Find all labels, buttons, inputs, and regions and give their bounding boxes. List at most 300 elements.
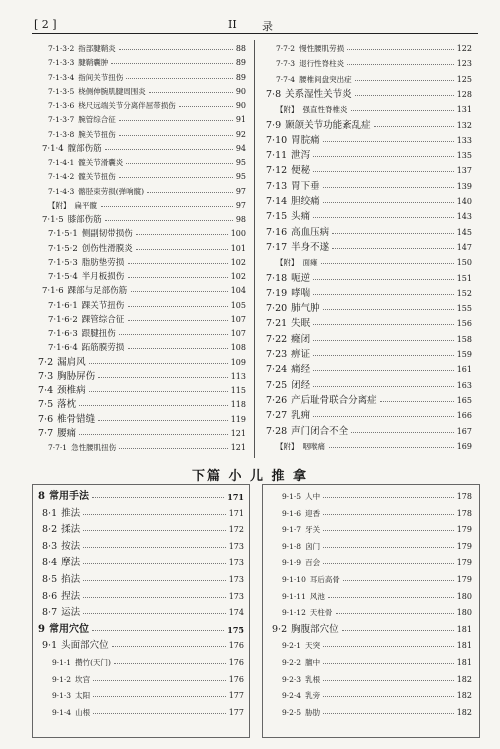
toc-entry-title: 便秘 [291, 165, 311, 177]
toc-entry[interactable] [48, 170, 246, 184]
toc-entry[interactable] [282, 540, 472, 554]
toc-leader-dots [128, 263, 228, 264]
toc-entry-title: 太阳 [75, 691, 91, 701]
toc-entry-number: 9·1 [42, 640, 58, 652]
toc-leader-dots [126, 78, 233, 79]
toc-entry-number: 7·1·4·2 [48, 172, 75, 182]
toc-entry[interactable] [266, 226, 472, 240]
toc-entry-title: 胃脘痛 [291, 134, 320, 146]
toc-entry[interactable] [42, 213, 246, 227]
toc-entry-number: 9·1·12 [282, 608, 306, 618]
toc-entry-number: 9·1·7 [282, 525, 302, 535]
toc-entry-page: 95 [235, 158, 246, 167]
toc-entry-number: 7·1·6·2 [48, 314, 78, 325]
toc-entry[interactable] [266, 394, 472, 408]
toc-entry[interactable] [282, 673, 472, 687]
toc-entry-title: 髋关节滑囊炎 [78, 158, 124, 167]
toc-entry[interactable] [48, 299, 246, 313]
toc-leader-dots [149, 92, 233, 93]
toc-entry-number: 【附】 [276, 105, 299, 115]
toc-entry-page: 181 [456, 624, 472, 634]
toc-entry-title: 膝部伤筋 [67, 215, 102, 225]
toc-entry[interactable] [276, 440, 472, 454]
toc-entry-page: 155 [456, 304, 472, 314]
toc-entry-title: 乳根 [305, 674, 321, 684]
toc-entry-title: 腰椎间盘突出症 [299, 74, 352, 84]
toc-entry-number: 7·7 [38, 427, 54, 439]
toc-entry-number: 8·2 [42, 524, 58, 536]
toc-leader-dots [128, 306, 228, 307]
toc-entry-title: 颞颌关节功能紊乱症 [285, 119, 371, 131]
toc-entry[interactable] [48, 327, 246, 341]
toc-entry-number: 9·2·3 [282, 674, 302, 684]
toc-entry-title: 髂胫束劳损(弹响髋) [78, 186, 145, 196]
toc-entry-title: 常用手法 [48, 491, 89, 502]
toc-entry-number: 8 [38, 491, 45, 502]
toc-entry[interactable] [266, 195, 472, 209]
toc-entry[interactable] [42, 590, 244, 604]
toc-entry-number: 【附】 [276, 258, 299, 268]
toc-entry-number: 7·4 [38, 385, 54, 396]
toc-entry-number: 7·13 [266, 180, 288, 192]
toc-entry-page: 159 [456, 350, 472, 359]
toc-entry[interactable] [42, 142, 246, 156]
toc-entry-number: 7·5 [38, 399, 54, 411]
toc-leader-dots [136, 234, 228, 235]
toc-entry-number: 8·7 [42, 607, 58, 619]
toc-leader-dots [323, 547, 454, 548]
toc-entry-page: 95 [235, 172, 246, 182]
toc-entry[interactable] [42, 556, 244, 570]
header-rule [32, 33, 478, 34]
toc-entry[interactable] [266, 272, 472, 286]
toc-entry-page: 180 [456, 608, 472, 618]
toc-entry-page: 125 [456, 74, 472, 84]
toc-entry-page: 176 [228, 658, 244, 667]
toc-entry-number: 8·4 [42, 557, 58, 569]
toc-entry-number: 9·1·4 [52, 707, 72, 717]
toc-entry[interactable] [38, 623, 244, 637]
toc-entry[interactable] [276, 42, 472, 56]
toc-entry-page: 181 [456, 658, 472, 667]
toc-entry-page: 102 [230, 257, 246, 267]
toc-entry-page: 177 [228, 707, 244, 717]
toc-leader-dots [83, 563, 226, 564]
toc-entry-page: 131 [456, 105, 472, 115]
toc-entry-number: 7·8 [266, 88, 282, 100]
toc-entry-number: 7·14 [266, 196, 288, 207]
toc-entry[interactable] [282, 689, 472, 703]
toc-leader-dots [323, 497, 454, 498]
toc-entry-title: 桡侧伸腕肌腱周围炎 [78, 86, 146, 96]
toc-entry-number: 7·28 [266, 425, 288, 437]
toc-entry[interactable] [266, 119, 472, 133]
toc-entry-title: 腱鞘囊肿 [78, 58, 109, 68]
toc-entry[interactable] [282, 490, 472, 504]
toc-leader-dots [114, 663, 226, 664]
toc-leader-dots [313, 355, 454, 356]
toc-entry[interactable] [266, 134, 472, 148]
toc-entry-page: 145 [456, 227, 472, 237]
toc-entry-title: 踝关节扭伤 [81, 300, 125, 311]
toc-leader-dots [323, 141, 454, 142]
toc-entry-number: 9·2·2 [282, 658, 302, 667]
toc-entry-number: 7·26 [266, 394, 288, 406]
toc-entry-page: 161 [456, 365, 472, 375]
toc-entry[interactable] [48, 71, 246, 85]
toc-leader-dots [332, 233, 454, 234]
toc-entry-title: 牙关 [305, 525, 321, 535]
toc-entry-page: 128 [456, 89, 472, 99]
toc-upper-right [262, 42, 472, 456]
toc-leader-dots [136, 249, 228, 250]
toc-entry-page: 137 [456, 166, 472, 176]
toc-entry[interactable] [48, 56, 246, 70]
toc-entry[interactable] [42, 540, 244, 554]
toc-entry-page: 132 [456, 120, 472, 130]
toc-entry-number: 7·24 [266, 364, 288, 376]
toc-entry-number: 7·11 [266, 150, 288, 162]
toc-entry-title: 肺气肿 [291, 303, 320, 315]
toc-leader-dots [313, 171, 454, 172]
toc-leader-dots [128, 320, 228, 321]
toc-entry-number: 7·25 [266, 379, 288, 391]
toc-entry-page: 173 [228, 558, 244, 568]
toc-entry-number: 7·1·3·6 [48, 101, 75, 110]
toc-entry[interactable] [48, 313, 246, 327]
toc-entry-number: 7·1·5·3 [48, 257, 78, 268]
toc-entry-number: 7·27 [266, 410, 288, 422]
toc-entry-page: 89 [235, 72, 246, 82]
toc-entry-page: 182 [456, 691, 472, 701]
toc-entry-page: 147 [456, 242, 472, 252]
toc-leader-dots [93, 713, 226, 714]
toc-entry-number: 【附】 [276, 441, 299, 451]
toc-entry-number: 9·1·6 [282, 508, 302, 518]
section-title: 下篇 小 儿 推 拿 [191, 469, 309, 484]
toc-entry-title: 椎骨错缝 [57, 413, 96, 425]
toc-entry[interactable] [42, 523, 244, 537]
toc-leader-dots [128, 277, 228, 278]
toc-entry-title: 产后耻骨联合分离症 [291, 394, 377, 406]
toc-entry-title: 胁肋 [305, 707, 321, 717]
toc-entry-number: 7·1·4·1 [48, 158, 75, 167]
toc-entry[interactable] [282, 507, 472, 521]
toc-entry-number: 7·1·3·2 [48, 44, 75, 53]
toc-entry-page: 173 [228, 591, 244, 601]
toc-leader-dots [313, 279, 454, 280]
toc-entry-number: 7·1·3·8 [48, 129, 75, 139]
toc-entry-number: 9·2·5 [282, 707, 302, 717]
toc-entry-number: 7·1·6·1 [48, 300, 78, 311]
toc-entry-number: 9·1·5 [282, 492, 302, 501]
toc-entry-page: 179 [456, 541, 472, 551]
toc-leader-dots [83, 514, 226, 515]
toc-entry[interactable] [266, 180, 472, 194]
toc-entry-page: 150 [456, 258, 472, 268]
toc-entry-page: 182 [456, 674, 472, 684]
toc-entry[interactable] [48, 85, 246, 99]
toc-entry-page: 158 [456, 334, 472, 344]
toc-leader-dots [323, 680, 454, 681]
toc-entry[interactable] [38, 356, 246, 370]
toc-entry-number: 7·1·6 [42, 286, 64, 297]
toc-entry-number: 9·1·1 [52, 658, 72, 667]
toc-entry-page: 182 [456, 707, 472, 717]
toc-entry-page: 94 [235, 143, 246, 153]
toc-entry-page: 88 [235, 44, 246, 53]
toc-entry-title: 泄泻 [291, 150, 311, 162]
toc-entry-page: 177 [228, 691, 244, 701]
toc-entry-page: 105 [230, 300, 246, 310]
toc-entry[interactable] [276, 73, 472, 87]
toc-entry-title: 半月板损伤 [81, 272, 125, 282]
toc-entry-page: 121 [230, 443, 246, 452]
toc-entry-title: 侧副韧带损伤 [81, 229, 133, 240]
toc-entry-number: 7·12 [266, 165, 288, 177]
toc-entry[interactable] [48, 156, 246, 170]
toc-leader-dots [89, 363, 228, 364]
toc-entry-page: 100 [230, 229, 246, 239]
toc-entry[interactable] [266, 348, 472, 362]
toc-entry[interactable] [42, 639, 244, 653]
toc-entry[interactable] [282, 606, 472, 620]
toc-entry-title: 运法 [61, 607, 81, 619]
toc-entry-title: 风池 [309, 591, 325, 601]
toc-entry-number: 7·9 [266, 119, 282, 131]
toc-entry[interactable] [48, 256, 246, 270]
toc-entry[interactable] [42, 284, 246, 298]
toc-entry-title: 漏肩风 [57, 356, 86, 368]
toc-entry[interactable] [282, 706, 472, 720]
toc-entry[interactable] [52, 706, 244, 720]
toc-lower-right [268, 488, 472, 734]
toc-entry[interactable] [276, 103, 472, 117]
toc-entry-title: 头痛 [291, 211, 311, 223]
toc-leader-dots [347, 49, 454, 50]
toc-entry-title: 胸腹部穴位 [291, 623, 339, 635]
toc-entry[interactable] [266, 210, 472, 224]
toc-entry[interactable] [282, 656, 472, 670]
toc-entry-number: 7·1·3·4 [48, 72, 75, 82]
toc-entry[interactable] [48, 185, 246, 199]
toc-entry[interactable] [266, 241, 472, 255]
toc-leader-dots [92, 630, 224, 631]
toc-entry[interactable] [266, 88, 472, 102]
toc-entry[interactable] [266, 164, 472, 178]
toc-leader-dots [321, 263, 454, 264]
toc-entry[interactable] [266, 333, 472, 347]
toc-entry-number: 7·1·3·5 [48, 86, 75, 96]
toc-entry[interactable] [266, 287, 472, 301]
toc-leader-dots [101, 206, 233, 207]
toc-entry[interactable] [48, 242, 246, 256]
toc-entry-page: 113 [230, 371, 246, 381]
toc-entry-page: 143 [456, 212, 472, 222]
toc-entry[interactable] [266, 409, 472, 423]
toc-entry[interactable] [38, 370, 246, 384]
toc-entry[interactable] [266, 317, 472, 331]
toc-leader-dots [83, 580, 226, 581]
toc-leader-dots [313, 217, 454, 218]
toc-entry-number: 7·19 [266, 287, 288, 299]
toc-entry-number: 7·23 [266, 349, 288, 360]
toc-entry[interactable] [48, 341, 246, 355]
toc-entry[interactable] [42, 573, 244, 587]
toc-entry-page: 176 [228, 674, 244, 684]
toc-entry-title: 髋部伤筋 [67, 143, 102, 154]
toc-entry[interactable] [266, 302, 472, 316]
toc-entry[interactable] [276, 256, 472, 270]
toc-leader-dots [179, 106, 233, 107]
toc-entry-title: 急性腰肌扭伤 [71, 443, 117, 452]
toc-leader-dots [131, 291, 228, 292]
toc-leader-dots [105, 149, 233, 150]
toc-entry-number: 7·22 [266, 333, 288, 345]
toc-entry[interactable] [282, 639, 472, 653]
toc-entry-title: 呃逆 [291, 272, 311, 284]
toc-entry-page: 167 [456, 426, 472, 436]
toc-entry-title: 乳旁 [305, 691, 321, 701]
toc-entry[interactable] [38, 427, 246, 441]
toc-entry[interactable] [276, 57, 472, 71]
toc-entry-title: 推法 [61, 507, 81, 519]
toc-entry[interactable] [52, 689, 244, 703]
toc-entry[interactable] [48, 270, 246, 284]
toc-entry-title: 天突 [305, 641, 321, 651]
toc-leader-dots [347, 64, 454, 65]
toc-lower-left [38, 488, 244, 734]
toc-leader-dots [89, 391, 228, 392]
toc-entry-title: 胆绞痛 [291, 196, 320, 207]
toc-entry[interactable] [48, 441, 246, 455]
toc-leader-dots [119, 49, 233, 50]
toc-entry-number: 9·2 [272, 623, 288, 635]
toc-leader-dots [119, 334, 228, 335]
toc-entry-title: 强直性脊椎炎 [302, 105, 348, 115]
toc-entry[interactable] [282, 573, 472, 587]
toc-entry-page: 121 [230, 428, 246, 438]
toc-leader-dots [313, 294, 454, 295]
toc-entry-number: 【附】 [48, 200, 71, 210]
toc-leader-dots [323, 514, 454, 515]
toc-entry-title: 耳后高骨 [309, 575, 340, 584]
toc-entry-title: 扁平髋 [74, 200, 97, 210]
toc-entry-title: 指间关节扭伤 [78, 72, 124, 82]
toc-entry-title: 闭经 [291, 379, 311, 391]
toc-entry-page: 173 [228, 575, 244, 584]
toc-entry-title: 癃闭 [291, 333, 311, 345]
toc-leader-dots [83, 547, 226, 548]
toc-entry-number: 7·1·6·3 [48, 329, 78, 339]
toc-entry[interactable] [48, 128, 246, 142]
toc-entry-number: 7·1·5·2 [48, 243, 78, 254]
toc-entry[interactable] [38, 398, 246, 412]
toc-entry-number: 8·5 [42, 574, 58, 585]
toc-entry-page: 139 [456, 181, 472, 191]
toc-leader-dots [380, 401, 454, 402]
toc-entry-title: 脂肪垫劳损 [81, 257, 125, 268]
toc-entry[interactable] [52, 656, 244, 670]
toc-entry-title: 失眠 [291, 318, 311, 330]
toc-entry-title: 落枕 [57, 399, 77, 411]
toc-entry[interactable] [272, 623, 472, 637]
toc-leader-dots [343, 580, 454, 581]
toc-entry-title: 跟腱扭伤 [81, 329, 116, 339]
toc-entry-title: 关系湿性关节炎 [285, 88, 352, 100]
toc-entry[interactable] [266, 379, 472, 393]
toc-leader-dots [323, 202, 454, 203]
toc-entry[interactable] [48, 113, 246, 127]
toc-entry[interactable] [38, 413, 246, 427]
toc-entry-number: 7·1·3·7 [48, 115, 75, 125]
toc-entry-page: 98 [235, 215, 246, 224]
toc-entry-page: 175 [227, 624, 244, 635]
toc-entry[interactable] [266, 425, 472, 439]
toc-entry-page: 163 [456, 380, 472, 390]
toc-entry-number: 7·1·6·4 [48, 343, 78, 354]
toc-entry[interactable] [48, 227, 246, 241]
toc-entry[interactable] [282, 523, 472, 537]
toc-entry-title: 桡尺远端关节分离伴屈带损伤 [78, 101, 176, 110]
toc-entry-number: 9·1·10 [282, 575, 306, 584]
toc-entry-title: 百会 [305, 558, 321, 568]
toc-entry-page: 108 [230, 343, 246, 353]
toc-entry[interactable] [38, 490, 244, 504]
toc-entry-title: 面瘫 [302, 258, 318, 268]
toc-entry-number: 7·20 [266, 303, 288, 315]
toc-entry-page: 101 [230, 243, 246, 253]
toc-entry-page: 92 [235, 129, 246, 139]
toc-leader-dots [351, 432, 454, 433]
toc-entry-number: 7·18 [266, 272, 288, 284]
toc-entry-page: 91 [235, 115, 246, 125]
toc-entry-page: 123 [456, 59, 472, 69]
toc-entry-page: 140 [456, 197, 472, 206]
toc-entry[interactable] [266, 363, 472, 377]
toc-entry-title: 捏法 [61, 590, 81, 602]
toc-leader-dots [313, 156, 454, 157]
toc-entry[interactable] [282, 556, 472, 570]
toc-entry-page: 90 [235, 86, 246, 96]
toc-leader-dots [323, 563, 454, 564]
toc-entry-number: 9·1·3 [52, 691, 72, 701]
toc-leader-dots [119, 177, 233, 178]
toc-entry[interactable] [266, 149, 472, 163]
toc-entry-title: 摩法 [61, 557, 81, 569]
toc-leader-dots [355, 80, 454, 81]
toc-entry[interactable] [48, 99, 246, 113]
toc-entry-title: 胃下垂 [291, 180, 320, 192]
toc-entry-number: 7·1·3·3 [48, 58, 75, 68]
toc-entry[interactable] [52, 673, 244, 687]
toc-entry[interactable] [48, 42, 246, 56]
toc-entry-number: 7·1·4·3 [48, 186, 75, 196]
toc-entry-title: 颈椎病 [57, 385, 86, 396]
toc-entry[interactable] [42, 606, 244, 620]
toc-entry-page: 156 [456, 319, 472, 329]
toc-entry-page: 174 [228, 608, 244, 618]
toc-leader-dots [332, 248, 454, 249]
toc-entry[interactable] [38, 384, 246, 398]
toc-entry-number: 7·7·1 [48, 443, 68, 452]
toc-entry-title: 声门闭合不全 [291, 425, 349, 437]
toc-entry[interactable] [42, 507, 244, 521]
toc-entry[interactable] [48, 199, 246, 213]
toc-entry[interactable] [282, 590, 472, 604]
toc-entry-number: 8·3 [42, 540, 58, 552]
toc-leader-dots [323, 530, 454, 531]
